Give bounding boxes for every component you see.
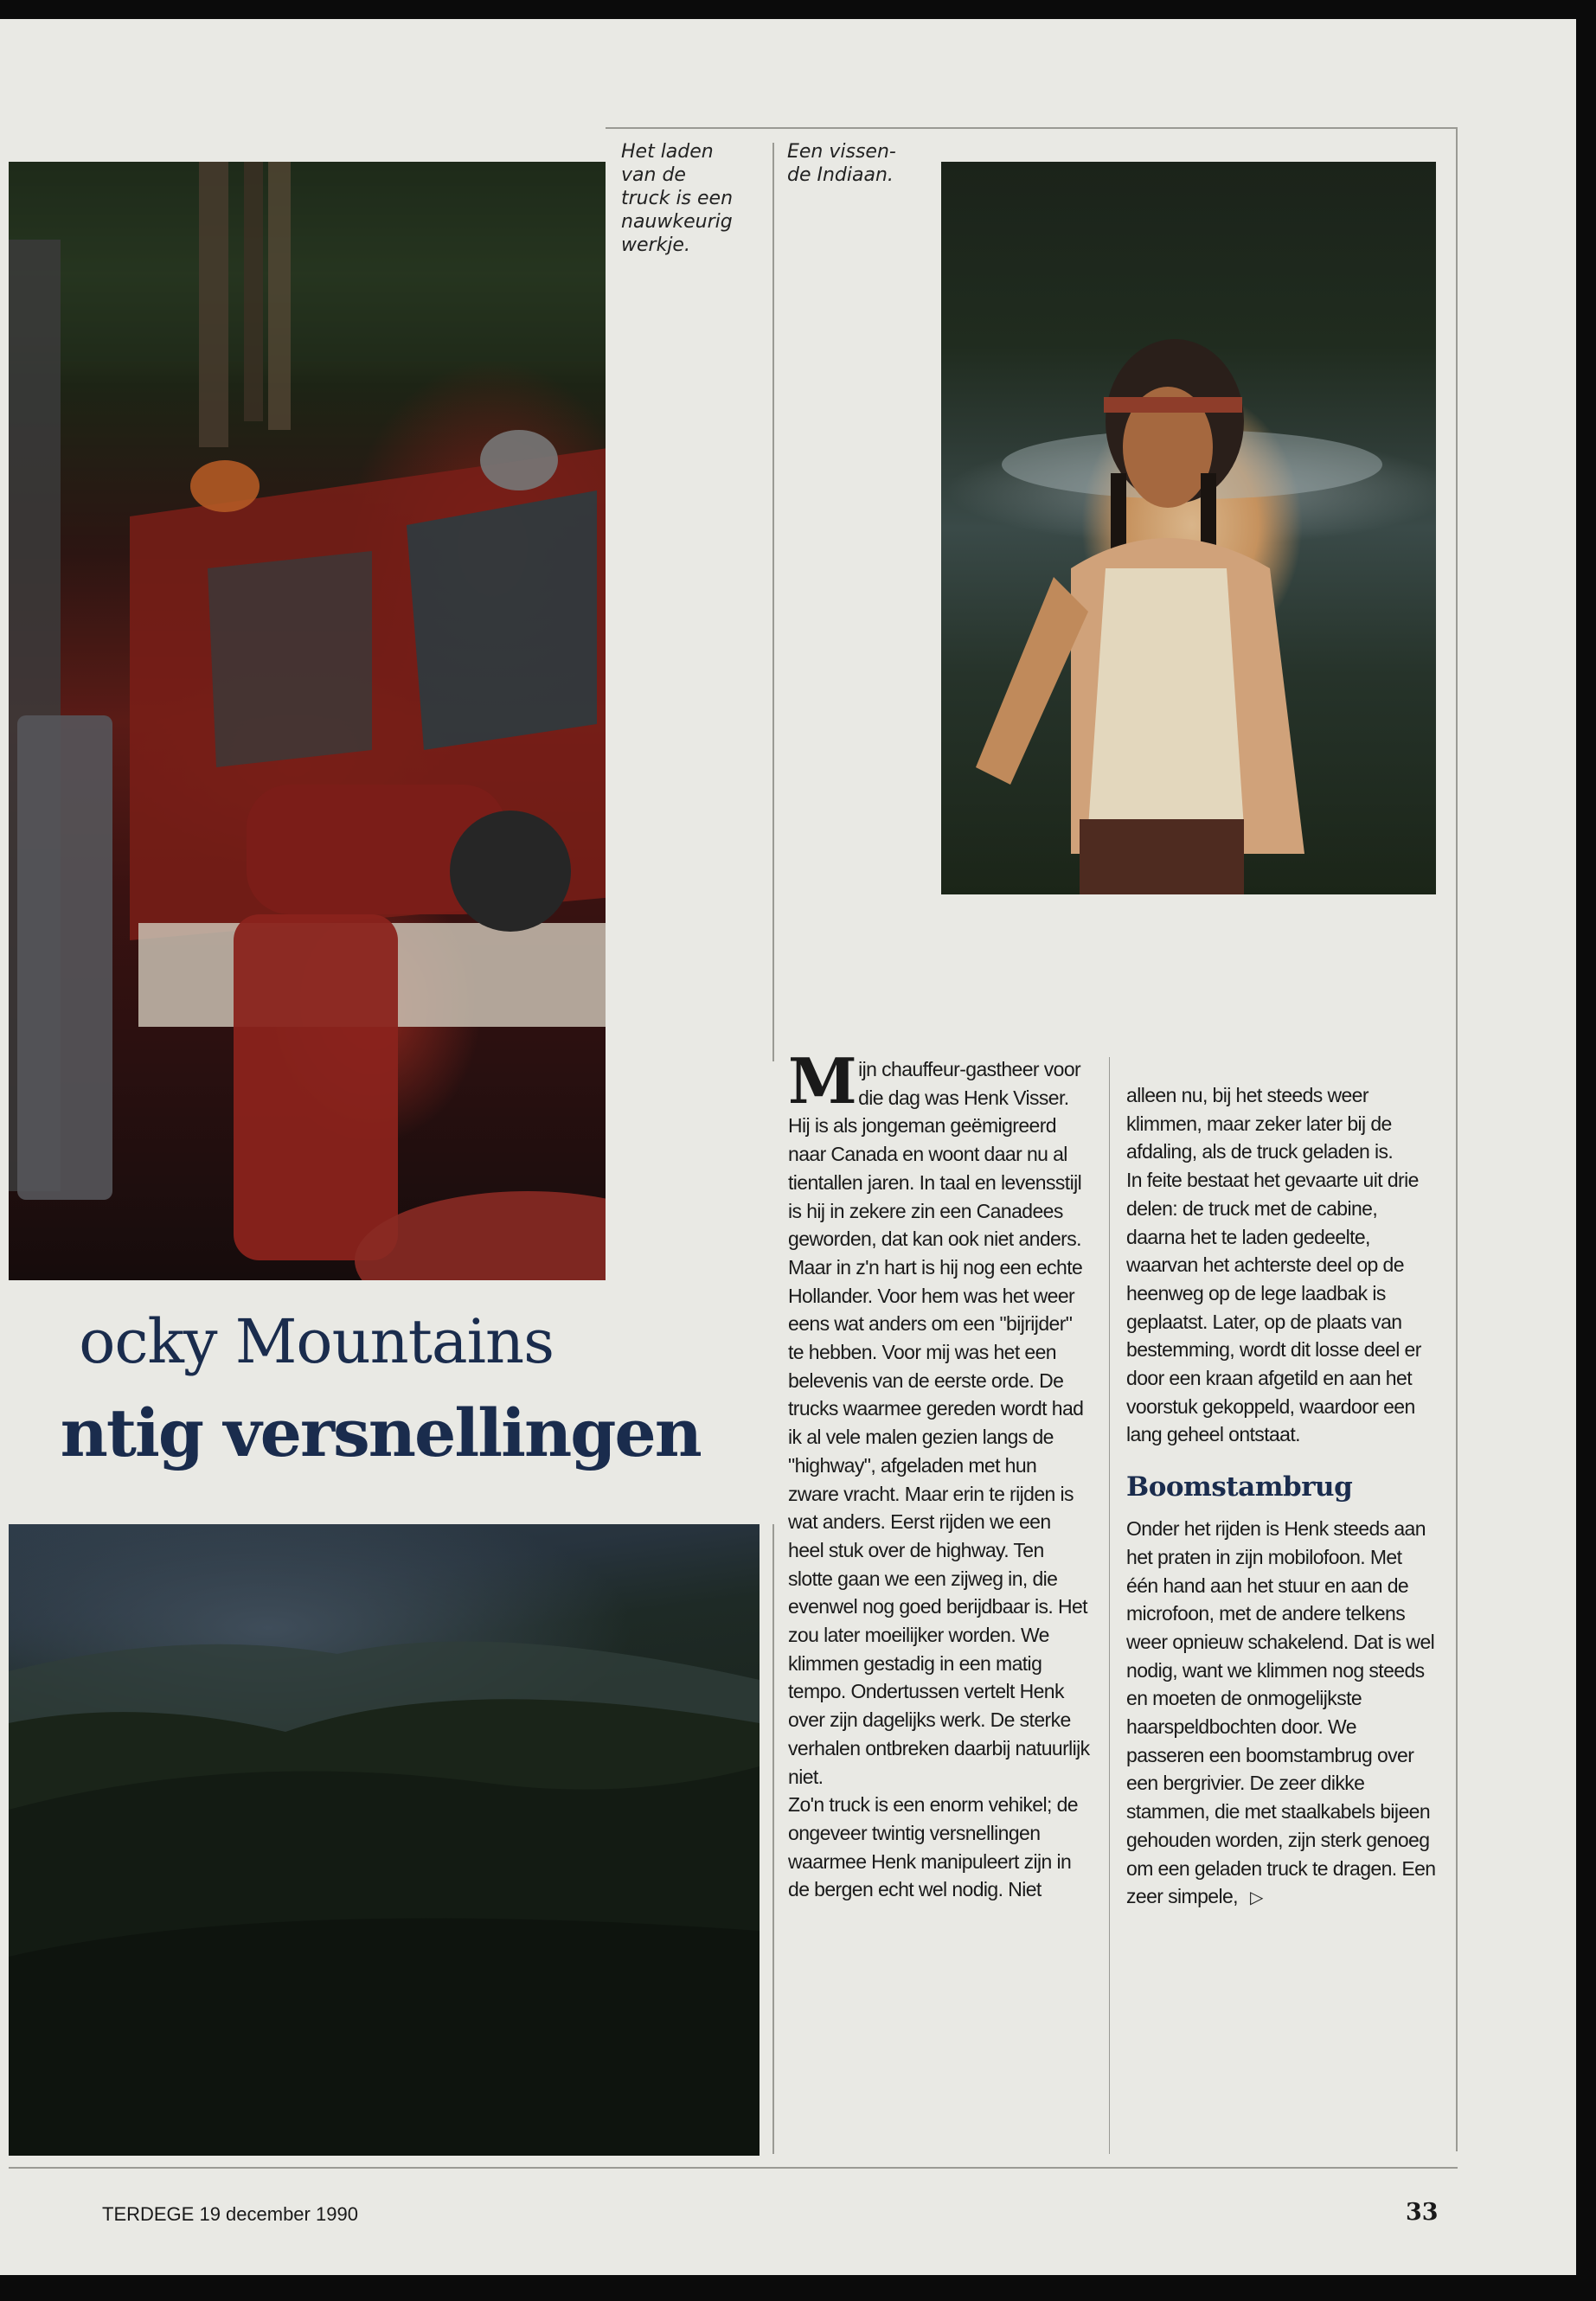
article-column-2 [1126, 1081, 1438, 1913]
magazine-page [0, 19, 1576, 2275]
article-paragraph-5 [1126, 1515, 1438, 1913]
mountain-illustration [9, 1524, 760, 2156]
truck-illustration [9, 162, 606, 1280]
footer-publication: TERDEGE 19 december 1990 [102, 2203, 358, 2225]
subheading-boomstambrug: Boomstambrug [1126, 1471, 1353, 1503]
page-number: 33 [1406, 2199, 1439, 2226]
article-paragraph-3: alleen nu, bij het steeds weer klimmen, maar zeker later bij de afdaling, als de truck geladen is. [1126, 1084, 1394, 1163]
continue-arrow-icon: ▷ [1249, 1888, 1263, 1908]
article-column-1 [788, 1044, 1091, 1904]
mountain-landscape-photo [9, 1524, 760, 2156]
indian-photo [941, 162, 1436, 894]
drop-cap: M [788, 1044, 857, 1118]
indian-photo-caption: Een vissen- de Indiaan. [787, 141, 896, 186]
column-divider-lower [772, 1524, 774, 2154]
article-paragraph-5-text: Onder het rijden is Henk steeds aan het praten in zijn mobilofoon. Met één hand aan het stuur en aan de microfoon, met de andere telkens weer opnieuw schakelend. Dat is wel nodig, want we klimmen nog steeds en moeten de onmogelijkste haarspeldbochten door. We passeren een boomstambrug over een bergrivier. De zeer dikke stammen, die met staalkabels bijeen gehouden worden, zijn sterk genoeg om een geladen truck te dragen. Een zeer simpele, [1126, 1517, 1436, 1908]
headline-line-1: ocky Mountains [79, 1306, 554, 1377]
headline-line-2: ntig versnellingen [60, 1394, 701, 1471]
article-paragraph-1 [788, 1044, 1091, 1791]
article-paragraph-4: In feite bestaat het gevaarte uit drie delen: de truck met de cabine, daarna het te laden gedeelte, waarvan het achterste deel op de heenweg op de lege laadbak is geplaatst. Later, op de plaats van bestemming, wordt dit losse deel er door een kraan afgetild en aan het voorstuk gekoppeld, waardoor een lang geheel ontstaat. [1126, 1169, 1421, 1446]
column-divider-captions [772, 143, 774, 1061]
article-paragraph-2: Zo'n truck is een enorm vehikel; de ongeveer twintig versnellingen waarmee Henk manipuleert zijn in de bergen echt wel nodig. Niet [788, 1793, 1078, 1901]
truck-photo-caption: Het laden van de truck is een nauwkeurig werkje. [621, 141, 734, 256]
article-paragraph-1-text: ijn chauffeur-gastheer voor die dag was Henk Visser. Hij is als jongeman geëmigreerd naar Canada en woont daar nu al tientallen jaren. In taal en levensstijl is hij in zekere zin een Canadees geworden, dat kan ook niet anders. Maar in z'n hart is hij nog een echte Hollander. Voor hem was het weer eens wat anders om een "bijrijder" te hebben. Voor mij was het een belevenis van de eerste orde. De trucks waarmee gereden wordt had ik al vele malen gezien langs de "highway", afgeladen met hun zware vracht. Maar erin te rijden is wat anders. Eerst rijden we een heel stuk over de highway. Ten slotte gaan we een zijweg in, die evenwel nog goed berijdbaar is. Het zou later moeilijker worden. We klimmen gestadig in een matig tempo. Ondertussen vertelt Henk over zijn dagelijks werk. De sterke verhalen ontbreken daarbij natuurlijk niet. [788, 1058, 1090, 1788]
column-divider-article [1109, 1057, 1110, 2154]
bottom-frame-line [9, 2167, 1458, 2169]
right-frame-line [1456, 127, 1458, 2151]
indian-illustration [941, 162, 1436, 894]
truck-photo [9, 162, 606, 1280]
top-frame-line [606, 127, 1458, 129]
